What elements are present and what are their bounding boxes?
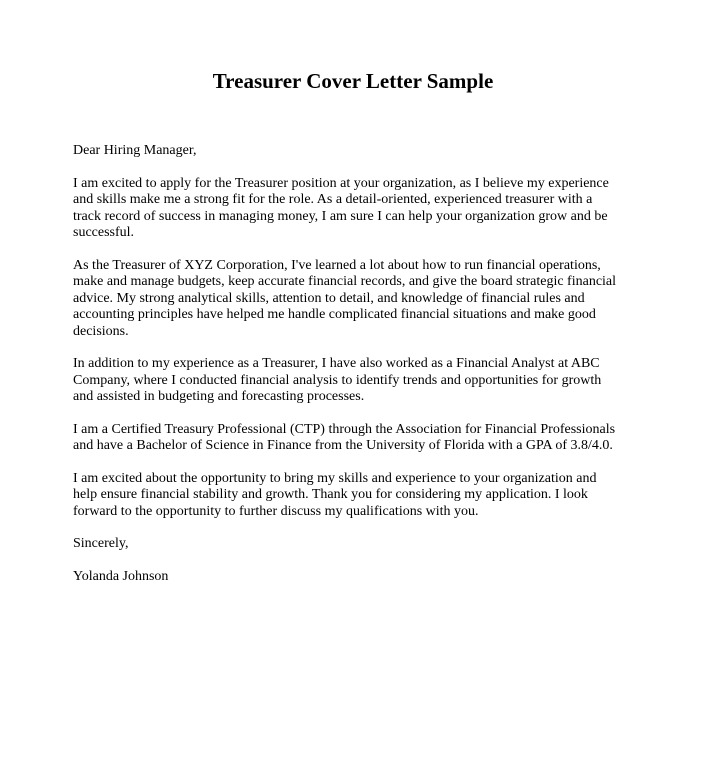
page-title: Treasurer Cover Letter Sample bbox=[212, 69, 494, 93]
paragraph-closing-remarks: I am excited about the opportunity to bring my skills and experience to your organization and help ensure financial stability and growth. Thank you for considering my application. I look forward to the opportunity to further discuss my qualifications with you. bbox=[73, 470, 597, 519]
paragraph-intro: I am excited to apply for the Treasurer position at your organization, as I believe my experience and skills make me a strong fit for the role. As a detail-oriented, experienced treasurer with a track record of success in managing money, I am sure I can help your organization grow and be successful. bbox=[73, 175, 609, 240]
paragraph-analyst: In addition to my experience as a Treasurer, I have also worked as a Financial Analyst at ABC Company, where I conducted financial analysis to identify trends and opportunities for growth and assisted in budgeting and forecasting processes. bbox=[73, 356, 602, 404]
salutation: Dear Hiring Manager, bbox=[73, 143, 197, 158]
paragraph-credentials: I am a Certified Treasury Professional (CTP) through the Association for Financial Professionals and have a Bachelor of Science in Finance from the University of Florida with a GPA of 3.8/4.0. bbox=[73, 421, 616, 453]
letter-body bbox=[73, 143, 643, 601]
signature-name: Yolanda Johnson bbox=[73, 568, 169, 584]
closing: Sincerely, bbox=[73, 536, 129, 551]
paragraph-experience: As the Treasurer of XYZ Corporation, I've learned a lot about how to run financial operations, make and manage budgets, keep accurate financial records, and give the board strategic financial advice. My strong analytical skills, attention to detail, and knowledge of financial rules and accounting principles have helped me handle complicated financial situations and make good decisions. bbox=[73, 257, 617, 339]
